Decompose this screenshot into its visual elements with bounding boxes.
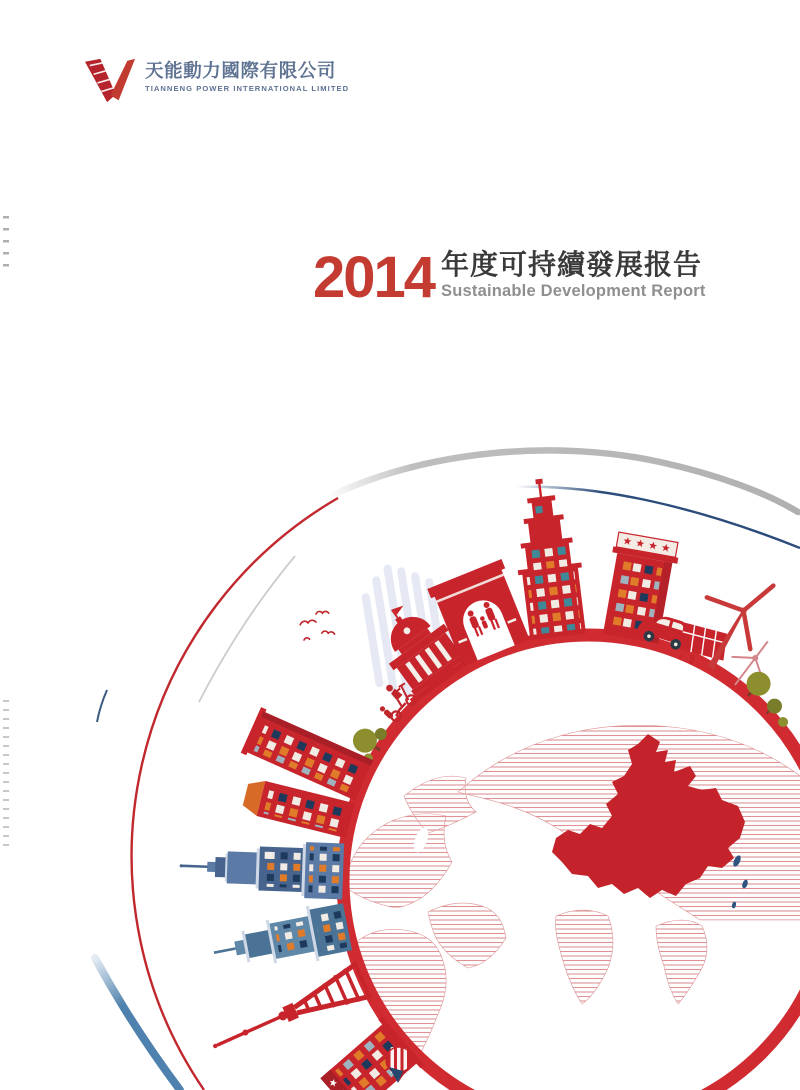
- report-title-chinese: 年度可持續發展报告: [441, 249, 703, 280]
- blue-skyscraper-1: [179, 838, 344, 900]
- company-name-english: TIANNENG POWER INTERNATIONAL LIMITED: [145, 84, 350, 94]
- company-name-chinese: 天能動力國際有限公司: [145, 60, 337, 81]
- logo-v-mark-icon: [84, 57, 136, 105]
- report-title-block: [313, 245, 706, 310]
- logo-text-block: [145, 57, 349, 93]
- report-year: 2014: [313, 245, 435, 310]
- report-title-english: Sustainable Development Report: [441, 282, 706, 301]
- print-registration-mark-top: [3, 216, 9, 270]
- gray-top-arc: [326, 450, 798, 512]
- globe-cityscape-illustration: [0, 440, 800, 1090]
- blue-skyscraper-2: [209, 899, 353, 980]
- navy-arc-fragment: [97, 690, 107, 722]
- report-title-text: [441, 249, 706, 301]
- tv-tower: [205, 961, 372, 1065]
- company-logo: [84, 57, 349, 105]
- seagull-icons: [300, 611, 335, 640]
- thin-gray-left-arc: [199, 556, 295, 702]
